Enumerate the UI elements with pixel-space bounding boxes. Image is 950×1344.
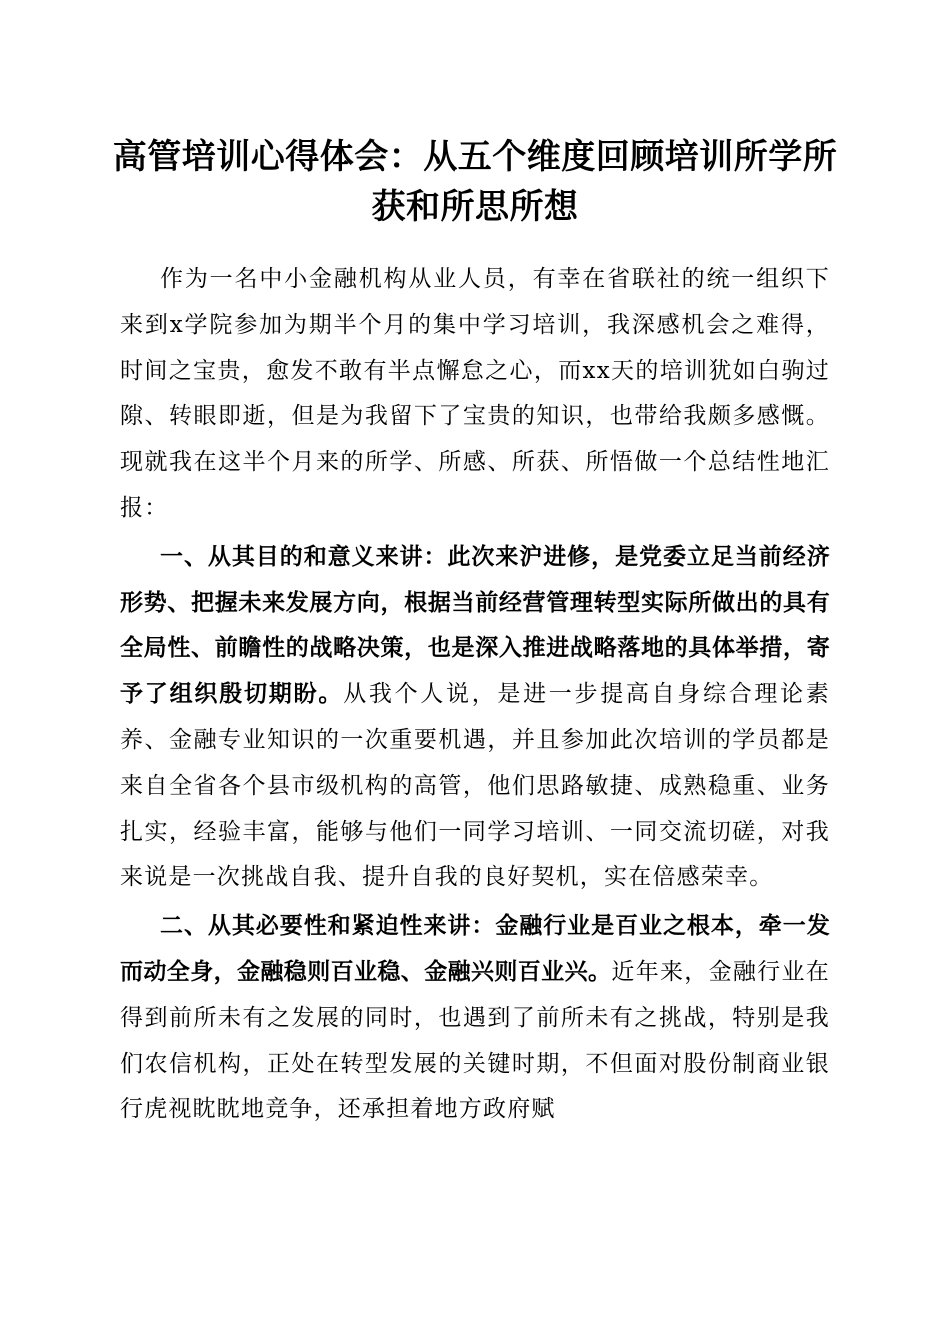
- section-2-heading: 二、从其必要性和紧迫性来讲：金融行业是百业之根本，牵一发而动全身，金融稳则百业稳、金融兴则百业兴。: [120, 913, 830, 985]
- paragraph-text: 作为一名中小金融机构从业人员，有幸在省联社的统一组织下来到x学院参加为期半个月的集中学习培训，我深感机会之难得，时间之宝贵，愈发不敢有半点懈怠之心，而xx天的培训犹如白驹过隙、转眼即逝，但是为我留下了宝贵的知识，也带给我颇多感慨。现就我在这半个月来的所学、所感、所获、所悟做一个总结性地汇报：: [120, 266, 830, 521]
- paragraph-section-1: [120, 535, 830, 901]
- paragraph-text: 从我个人说，是进一步提高自身综合理论素养、金融专业知识的一次重要机遇，并且参加此次培训的学员都是来自全省各个县市级机构的高管，他们思路敏捷、成熟稳重、业务扎实，经验丰富，能够与他们一同学习培训、一同交流切磋，对我来说是一次挑战自我、提升自我的良好契机，实在倍感荣幸。: [120, 681, 830, 891]
- section-1-heading: 一、从其目的和意义来讲：此次来沪进修，是党委立足当前经济形势、把握未来发展方向，根据当前经营管理转型实际所做出的具有全局性、前瞻性的战略决策，也是深入推进战略落地的具体举措，寄予了组织殷切期盼。: [120, 543, 830, 708]
- document-title: 高管培训心得体会：从五个维度回顾培训所学所获和所思所想: [112, 137, 838, 227]
- paragraph-section-2: [120, 904, 830, 1133]
- document-body: [120, 257, 830, 1133]
- paragraph-intro: [120, 257, 830, 532]
- paragraph-text: 近年来，金融行业在得到前所未有之发展的同时，也遇到了前所未有之挑战，特别是我们农信机构，正处在转型发展的关键时期，不但面对股份制商业银行虎视眈眈地竞争，还承担着地方政府赋: [120, 958, 830, 1123]
